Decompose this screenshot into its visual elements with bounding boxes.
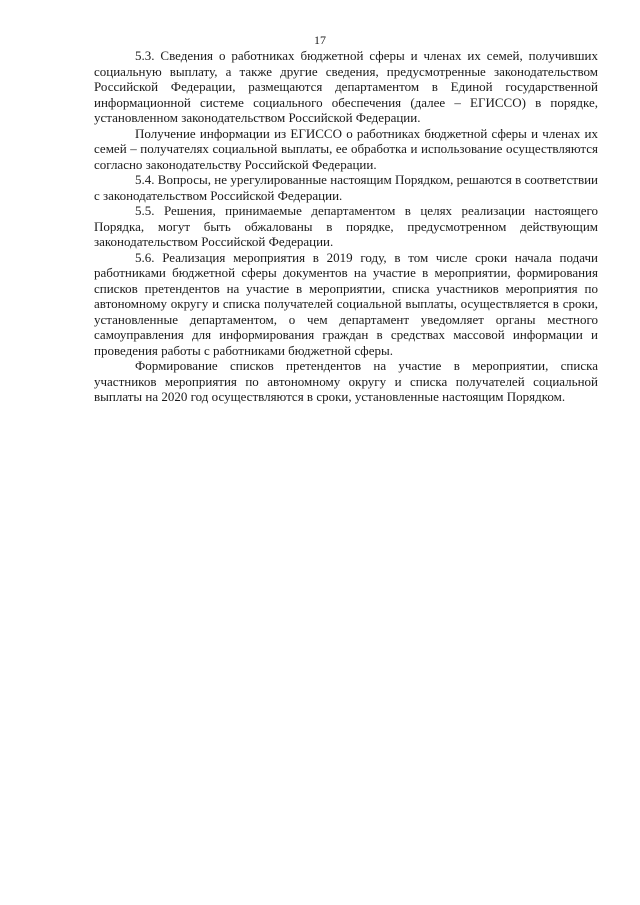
paragraph-5-3: 5.3. Сведения о работниках бюджетной сферы и членах их семей, получивших социальную выплату, а также другие сведения, предусмотренные законодательством Российской Федерации, размещаются департаментом в Единой государственной информационной системе социального обеспечения (далее – ЕГИССО) в порядке, установленном законодательством Российской Федерации. [94, 48, 598, 125]
paragraph-egisso-info: Получение информации из ЕГИССО о работниках бюджетной сферы и членах их семей – получателях социальной выплаты, ее обработка и использование осуществляются согласно законодательству Российской Федерации. [94, 125, 598, 172]
paragraph-5-5: 5.5. Решения, принимаемые департаментом в целях реализации настоящего Порядка, могут быть обжалованы в порядке, предусмотренном действующим законодательством Российской Федерации. [94, 203, 598, 249]
paragraph-5-6: 5.6. Реализация мероприятия в 2019 году, в том числе сроки начала подачи работниками бюджетной сферы документов на участие в мероприятии, формирования списков претендентов на участие в мероприятии, списка участников мероприятия по автономному округу и списка получателей социальной выплаты, осуществляется в сроки, установленные департаментом, о чем департамент уведомляет органы местного самоуправления для информирования граждан в средствах массовой информации и проведения работы с работниками бюджетной сферы. [94, 249, 598, 358]
paragraph-5-4: 5.4. Вопросы, не урегулированные настоящим Порядком, решаются в соответствии с законодательством Российской Федерации. [94, 172, 598, 203]
paragraph-lists-2020: Формирование списков претендентов на участие в мероприятии, списка участников мероприятия по автономному округу и списка получателей социальной выплаты на 2020 год осуществляются в сроки, установленные настоящим Порядком. [94, 358, 598, 404]
page-number: 17 [314, 33, 326, 47]
document-body [94, 48, 598, 405]
